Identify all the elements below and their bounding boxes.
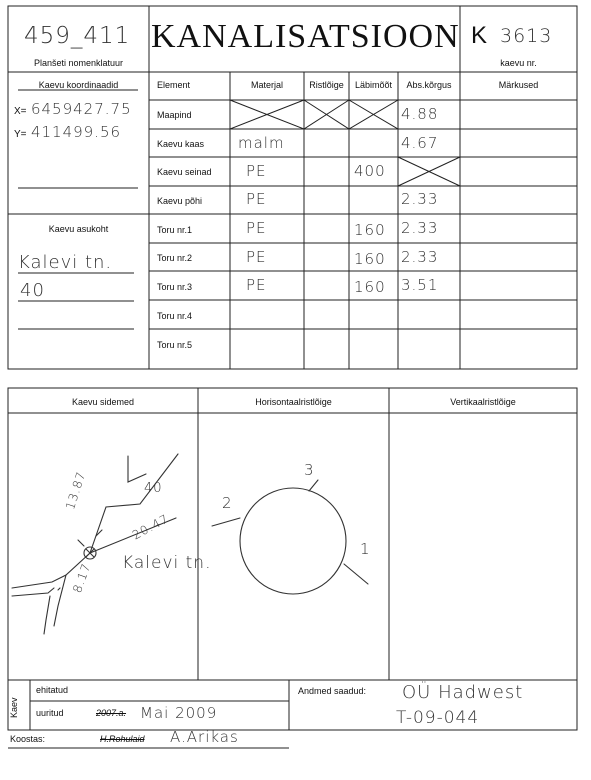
row-diameter: 400	[354, 162, 386, 180]
row-element-label: Toru nr.2	[157, 253, 193, 263]
data-source-label: Andmed saadud:	[298, 686, 367, 696]
sketch-col-horizontal: Horisontaalristlõige	[255, 397, 332, 407]
nomenclature-value: 459_411	[24, 23, 131, 49]
row-abs-height: 2.33	[401, 248, 439, 266]
row-material: PE	[246, 276, 267, 294]
well-number-label: kaevu nr.	[500, 58, 537, 68]
row-abs-height: 4.67	[401, 134, 439, 152]
compiled-label: Koostas:	[10, 734, 46, 744]
sketch-pipe-3: 3	[304, 461, 315, 479]
row-material: PE	[246, 248, 267, 266]
location-label: Kaevu asukoht	[48, 224, 109, 234]
surveyed-value: Mai 2009	[140, 704, 218, 722]
col-header-material: Materjal	[250, 80, 283, 90]
sketch-dimension-1: 13.87	[63, 469, 89, 512]
sketch-building-number: 40	[144, 481, 163, 496]
coordinates-label: Kaevu koordinaadid	[38, 80, 119, 90]
data-source-number: T-09-044	[396, 708, 480, 728]
sketch-col-connections: Kaevu sidemed	[71, 397, 135, 407]
nomenclature-label: Planšeti nomenklatuur	[33, 58, 124, 68]
coordinate-x-prefix: X=	[14, 106, 27, 117]
row-diameter: 160	[354, 278, 386, 296]
data-source-company: OÜ Hadwest	[402, 682, 524, 703]
coordinate-x	[14, 100, 132, 119]
sketch-pipe-2: 2	[222, 494, 233, 512]
row-element-label: Kaevu põhi	[157, 196, 203, 206]
location-house-number: 40	[20, 280, 45, 301]
footer-side-label: Kaev	[9, 697, 19, 718]
row-element-label: Toru nr.1	[157, 225, 193, 235]
row-diameter: 160	[354, 221, 386, 239]
row-material: PE	[246, 190, 267, 208]
col-header-remarks: Märkused	[498, 80, 539, 90]
col-header-abs-height: Abs.kõrgus	[406, 80, 452, 90]
location-street: Kalevi tn.	[18, 252, 113, 273]
row-element-label: Kaevu seinad	[157, 167, 212, 177]
row-abs-height: 4.88	[401, 105, 439, 123]
row-abs-height: 2.33	[401, 190, 439, 208]
row-element-label: Toru nr.3	[157, 282, 193, 292]
coordinate-y	[14, 123, 121, 142]
compiled-value: A.Arikas	[170, 728, 239, 746]
row-material: PE	[246, 219, 267, 237]
surveyed-old-value: 2007.a.	[96, 708, 127, 718]
row-element-label: Kaevu kaas	[157, 139, 205, 149]
page-title: KANALISATSIOON	[151, 18, 460, 55]
well-prefix: K	[471, 22, 488, 49]
sketch-street-label: Kalevi tn.	[122, 553, 212, 573]
sketch-col-vertical: Vertikaalristlõige	[450, 397, 516, 407]
row-element-label: Toru nr.4	[157, 311, 193, 321]
row-abs-height: 2.33	[401, 219, 439, 237]
coordinate-y-prefix: Y=	[14, 129, 27, 140]
row-element-label: Toru nr.5	[157, 340, 193, 350]
col-header-cross-section: Ristlõige	[309, 80, 344, 90]
surveyed-label: uuritud	[36, 708, 64, 718]
coordinate-x-value: 6459427.75	[30, 100, 132, 118]
well-number-value: 3613	[500, 25, 553, 47]
sketch-dimension-2: 20.47	[130, 511, 172, 543]
sketch-dimension-3: 8.17	[70, 561, 94, 595]
sketch-pipe-1: 1	[360, 540, 371, 558]
compiled-old-value: H.Rohulaid	[100, 734, 145, 744]
row-material: PE	[246, 162, 267, 180]
built-label: ehitatud	[36, 685, 69, 695]
row-material: malm	[238, 134, 285, 152]
row-diameter: 160	[354, 250, 386, 268]
col-header-diameter: Läbimõõt	[354, 80, 393, 90]
row-abs-height: 3.51	[401, 276, 439, 294]
col-header-element: Element	[157, 80, 191, 90]
row-element-label: Maapind	[157, 110, 192, 120]
coordinate-y-value: 411499.56	[30, 123, 122, 141]
